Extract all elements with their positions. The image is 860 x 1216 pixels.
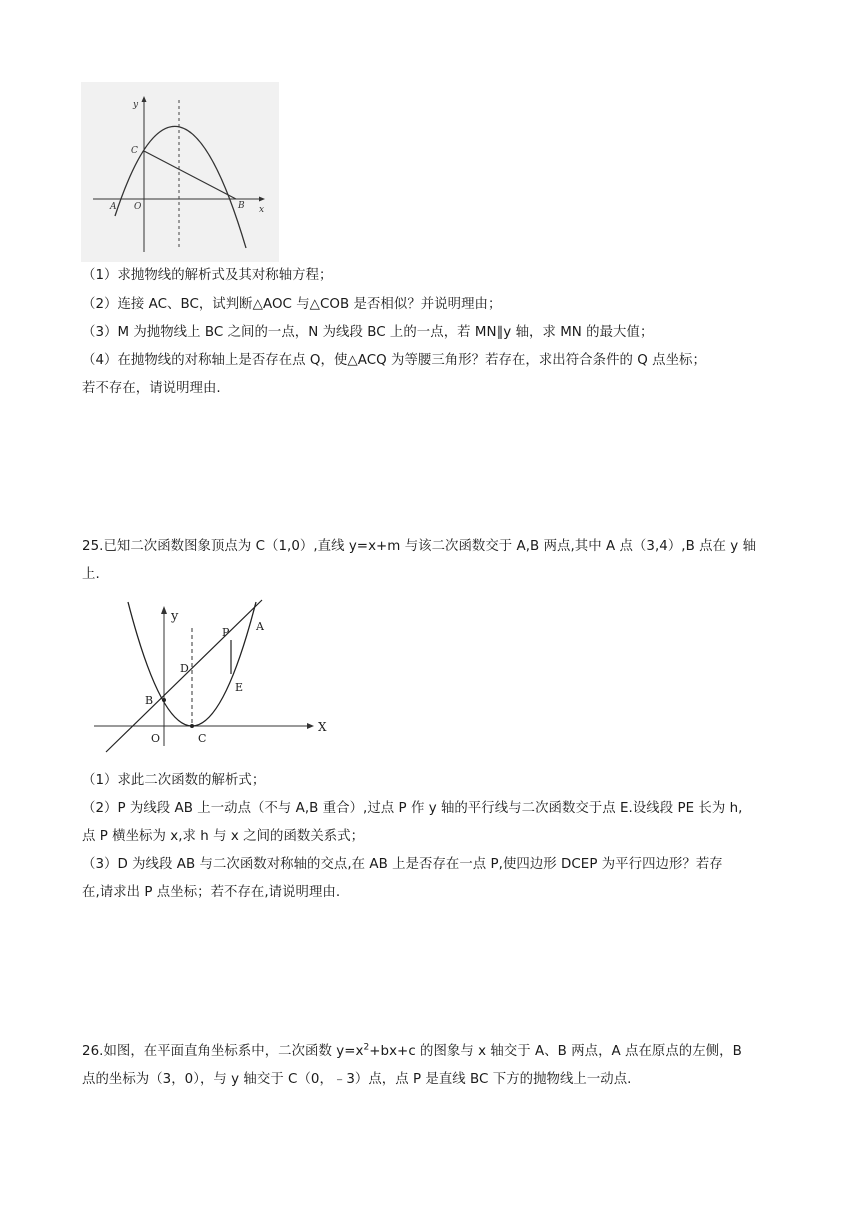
problem26-exponent: 2 [363,1042,370,1053]
x-axis-arrow [259,197,265,202]
line-ab [106,600,262,752]
label-o: O [134,202,142,212]
problem26-line2: 点的坐标为（3，0），与 y 轴交于 C（0，﹣3）点，点 P 是直线 BC 下方的抛物线上一动点. [82,1072,632,1087]
segment-cb [144,151,236,199]
label-a: A [256,620,264,633]
problem25-q2-line2: 点 P 横坐标为 x,求 h 与 x 之间的函数关系式； [82,829,365,844]
problem25-stem-line1: 25.已知二次函数图象顶点为 C（1,0）,直线 y=x+m 与该二次函数交于 A,B 两点,其中 A 点（3,4）,B 点在 y 轴 [82,539,757,554]
label-b: B [238,201,245,211]
problem25-q3-line1: （3）D 为线段 AB 与二次函数对称轴的交点,在 AB 上是否存在一点 P,使四边形 DCEP 为平行四边形？若存 [82,857,723,872]
problem24-q2: （2）连接 AC、BC，试判断△AOC 与△COB 是否相似？并说明理由； [82,297,502,312]
problem24-q4-line1: （4）在抛物线的对称轴上是否存在点 Q，使△ACQ 为等腰三角形？若存在，求出符合条件的 Q 点坐标； [82,353,706,368]
problem25-q1: （1）求此二次函数的解析式； [82,773,266,788]
label-c: C [131,146,138,156]
x-axis-arrow [307,723,314,729]
point-c [190,724,194,728]
label-d: D [180,662,189,675]
parabola-diagram-1 [81,82,279,262]
problem24-figure [81,82,279,262]
label-p: P [222,626,230,639]
problem25-stem-line2: 上. [82,567,100,582]
label-e: E [235,681,244,694]
label-x: X [318,720,327,734]
label-a: A [110,202,117,212]
parabola-diagram-2 [88,598,333,758]
label-y: y [133,100,139,110]
problem24-q4-line2: 若不存在，请说明理由. [82,381,221,396]
problem25-q3-line2: 在,请求出 P 点坐标；若不存在,请说明理由. [82,885,341,900]
y-axis-arrow [142,96,147,102]
label-y: y [171,609,179,624]
problem24-q3: （3）M 为抛物线上 BC 之间的一点，N 为线段 BC 上的一点，若 MN∥y 轴，求 MN 的最大值； [82,325,654,340]
label-c: C [198,732,207,745]
label-o: O [151,732,161,745]
y-axis-arrow [161,606,167,614]
parabola-curve [115,126,246,248]
problem24-q1: （1）求抛物线的解析式及其对称轴方程； [82,268,333,283]
label-b: B [145,694,154,707]
problem25-q2-line1: （2）P 为线段 AB 上一动点（不与 A,B 重合）,过点 P 作 y 轴的平行线与二次函数交于点 E.设线段 PE 长为 h, [82,801,743,816]
problem26-line1-pre: 26.如图，在平面直角坐标系中，二次函数 y=x [82,1044,364,1059]
problem26-line1-post: +bx+c 的图象与 x 轴交于 A、B 两点，A 点在原点的左侧，B [369,1044,742,1059]
problem25-figure [88,598,333,758]
label-x: x [259,205,265,215]
point-b [162,698,166,702]
problem26-line1 [82,1043,742,1061]
